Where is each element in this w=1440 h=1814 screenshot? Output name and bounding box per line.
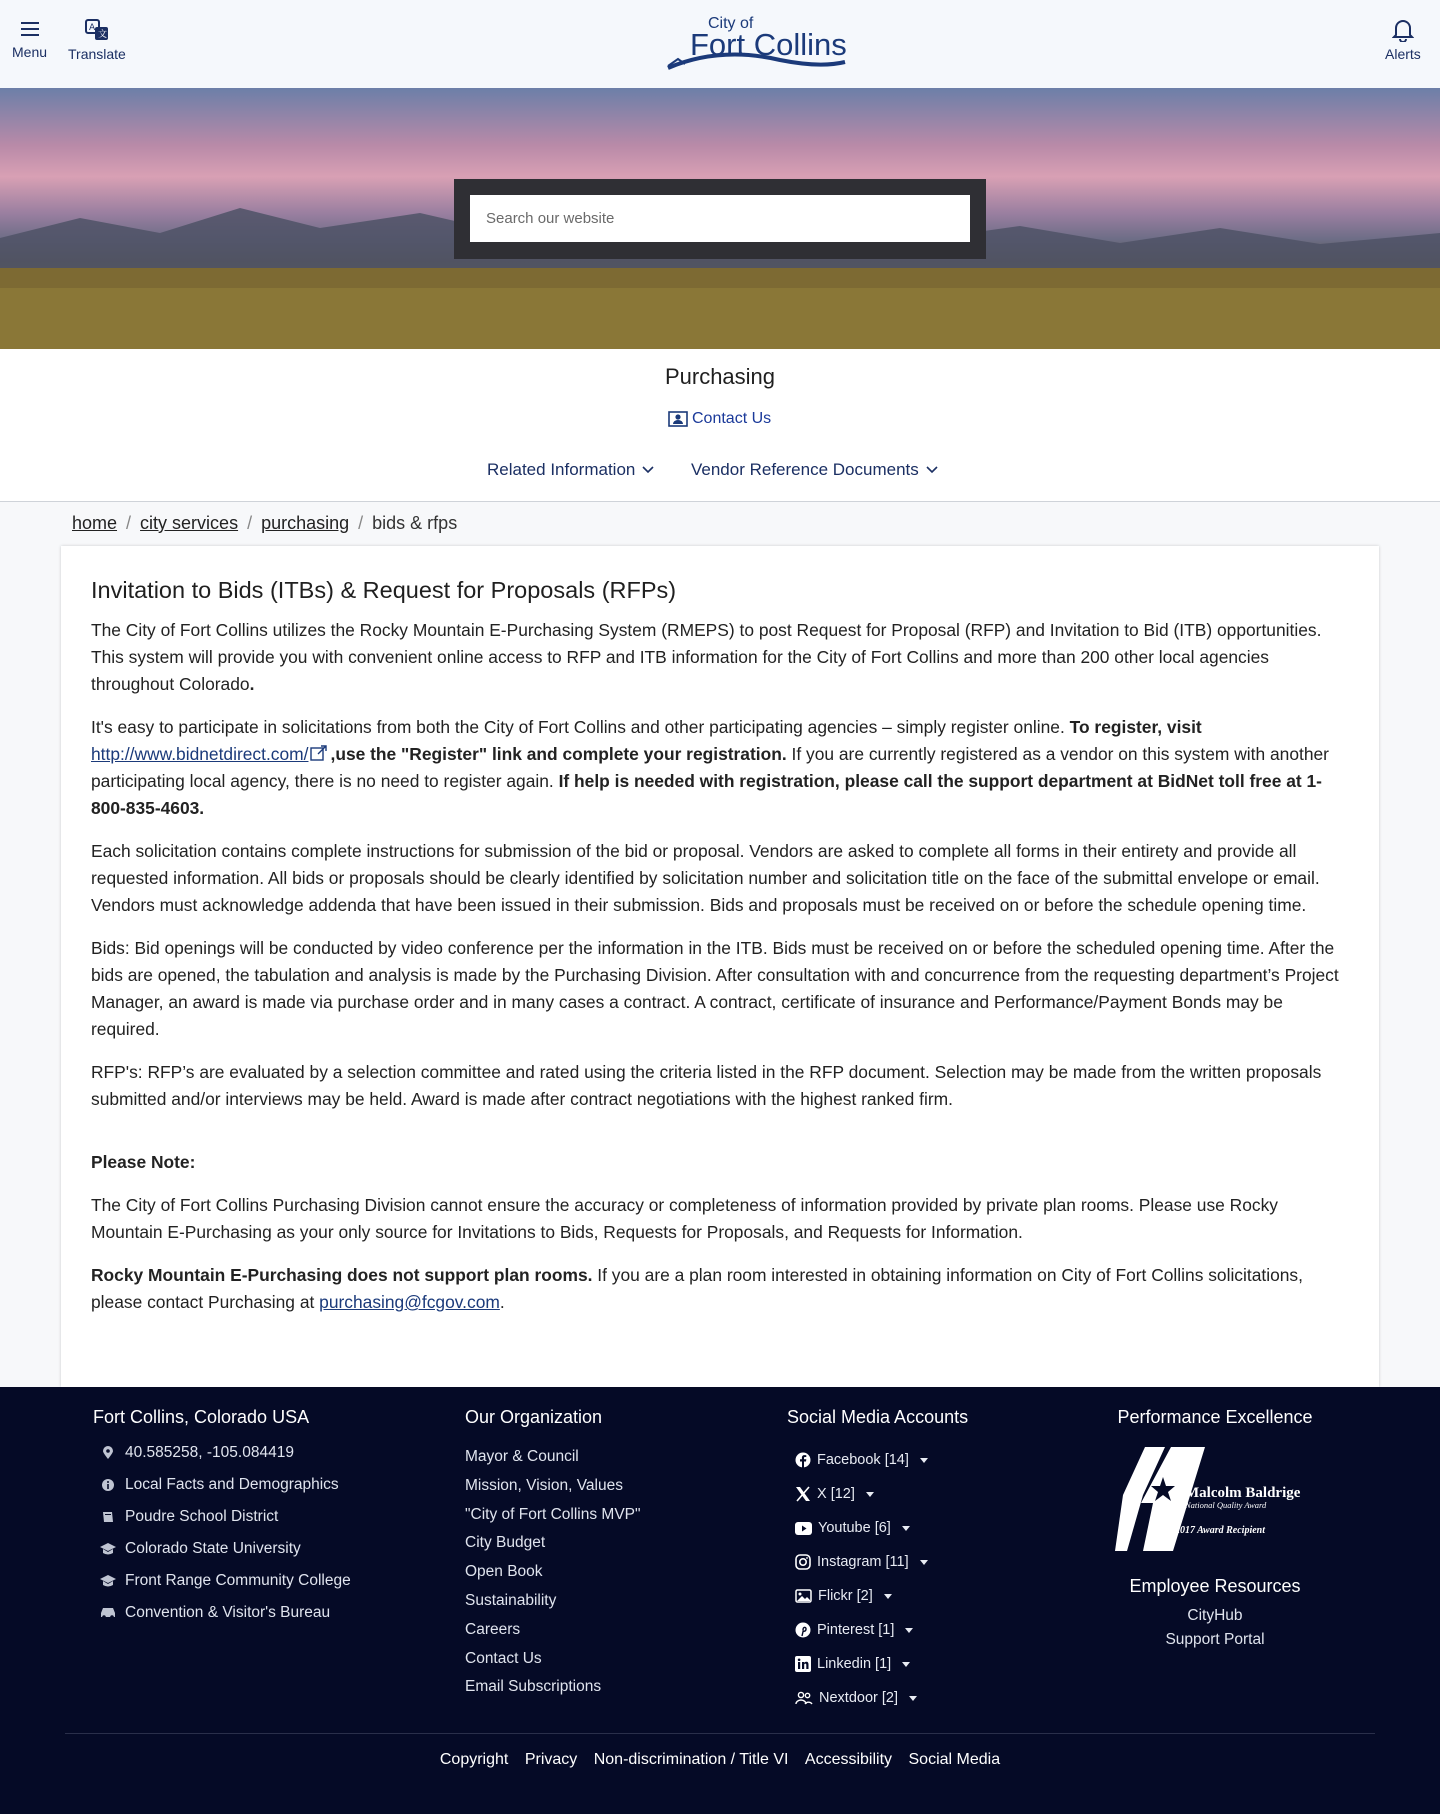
menu-label: Menu <box>12 44 48 60</box>
footer-link-mayor-council[interactable]: Mayor & Council <box>465 1448 579 1465</box>
alerts-button[interactable] <box>1385 18 1421 62</box>
footer-link-copyright[interactable]: Copyright <box>439 1751 509 1768</box>
footer-organization-heading: Our Organization <box>465 1407 603 1427</box>
instagram-icon <box>795 1554 811 1570</box>
bell-icon <box>1392 18 1414 42</box>
footer-link-accessibility[interactable]: Accessibility <box>804 1751 893 1768</box>
article-heading: Invitation to Bids (ITBs) & Request for Proposals (RFPs) <box>91 577 677 603</box>
svg-text:文: 文 <box>97 30 107 40</box>
breadcrumb-separator: / <box>247 513 253 533</box>
svg-text:A: A <box>88 23 96 33</box>
breadcrumb-purchasing[interactable]: purchasing <box>261 513 350 533</box>
page-title: Purchasing <box>664 364 776 389</box>
footer-school-district[interactable]: Poudre School District <box>91 1501 351 1533</box>
social-linkedin-dropdown[interactable]: Linkedin [1] <box>795 1647 928 1681</box>
vendor-reference-documents-dropdown[interactable] <box>691 460 939 480</box>
footer-divider <box>65 1733 1375 1734</box>
city-logo[interactable] <box>660 10 860 76</box>
social-pinterest-dropdown[interactable]: Pinterest [1] <box>795 1613 928 1647</box>
footer-social-heading: Social Media Accounts <box>787 1407 969 1427</box>
youtube-icon <box>795 1522 812 1535</box>
book-icon <box>101 1510 115 1524</box>
paragraph-intro: The City of Fort Collins utilizes the Rocky Mountain E-Purchasing System (RMEPS) to post Request for Proposal (RFP) and Invitation to Bid (ITB) opportunities. This system will provide you with convenient online access to RFP and ITB information for the City of Fort Collins and more than 200 other local agencies throughout Colorado. <box>91 620 1322 694</box>
footer-link-careers[interactable]: Careers <box>465 1620 521 1638</box>
graduation-cap-icon <box>99 1542 117 1556</box>
info-icon <box>101 1478 115 1492</box>
social-nextdoor-dropdown[interactable]: Nextdoor [2] <box>795 1681 928 1715</box>
bidnet-link[interactable]: http://www.bidnetdirect.com/ <box>91 744 309 764</box>
chevron-down-icon <box>641 465 655 475</box>
svg-text:Fort Collins: Fort Collins <box>690 27 847 62</box>
footer-location-heading: Fort Collins, Colorado USA <box>93 1407 310 1427</box>
footer-link-mission[interactable]: Mission, Vision, Values <box>465 1476 623 1494</box>
social-youtube-dropdown[interactable]: Youtube [6] <box>795 1511 928 1545</box>
footer-csu[interactable]: Colorado State University <box>91 1533 351 1565</box>
top-bar <box>0 0 1440 88</box>
footer-link-nondiscrimination[interactable]: Non-discrimination / Title VI <box>593 1751 789 1768</box>
footer-local-facts[interactable]: Local Facts and Demographics <box>91 1469 351 1501</box>
footer-employee-heading: Employee Resources <box>1129 1576 1301 1596</box>
social-instagram-dropdown[interactable]: Instagram [11] <box>795 1545 928 1579</box>
footer-link-budget[interactable]: City Budget <box>465 1534 546 1552</box>
spacer <box>91 1129 1341 1149</box>
breadcrumb-city-services[interactable]: city services <box>140 513 239 533</box>
footer-link-cityhub[interactable]: CityHub <box>1187 1607 1243 1624</box>
breadcrumb-home[interactable]: home <box>72 513 118 533</box>
footer-link-social-media[interactable]: Social Media <box>908 1751 1001 1768</box>
paragraph-plan-rooms: The City of Fort Collins Purchasing Division cannot ensure the accuracy or completeness of information provided by private plan rooms. Please use Rocky Mountain E-Purchasing as your only source for Invitations to Bids, Requests for Proposals, and Requests for Information. <box>91 1195 1278 1242</box>
contact-card-icon <box>668 411 688 427</box>
pinterest-icon <box>795 1622 811 1638</box>
footer-location-list <box>91 1437 351 1629</box>
translate-icon <box>84 18 110 42</box>
translate-label: Translate <box>68 46 126 62</box>
hamburger-icon <box>20 18 40 40</box>
footer-link-email-subscriptions[interactable]: Email Subscriptions <box>465 1678 602 1696</box>
alerts-label: Alerts <box>1385 46 1421 62</box>
footer-link-contact[interactable]: Contact Us <box>465 1649 542 1667</box>
note-heading: Please Note: <box>91 1152 196 1172</box>
purchasing-email-link[interactable]: purchasing@fcgov.com <box>319 1292 500 1312</box>
contact-us-link[interactable] <box>668 410 771 428</box>
svg-text:City of: City of <box>708 15 754 32</box>
footer-employee-links <box>1015 1604 1415 1652</box>
facebook-icon <box>795 1452 811 1468</box>
baldrige-year: 2017 Award Recipient <box>1175 1525 1265 1536</box>
related-information-dropdown[interactable] <box>487 460 655 480</box>
breadcrumb <box>72 513 457 534</box>
footer-link-privacy[interactable]: Privacy <box>524 1751 578 1768</box>
external-link-icon <box>310 744 328 762</box>
graduation-cap-icon <box>99 1574 117 1588</box>
footer-frcc[interactable]: Front Range Community College <box>91 1565 351 1597</box>
search-input[interactable] <box>470 195 970 242</box>
x-icon <box>795 1486 811 1502</box>
chevron-down-icon <box>925 465 939 475</box>
search-container <box>454 179 986 259</box>
breadcrumb-current: bids & rfps <box>372 513 458 533</box>
paragraph-bids: Bids: Bid openings will be conducted by video conference per the information in the ITB. Bids must be received on or before the scheduled opening time. After the bids are opened, the tabulation and analysis is made by the Purchasing Division. After consultation with and concurrence from the requesting department’s Project Manager, an award is made via purchase order and in many cases a contract. A contract, certificate of insurance and Performance/Payment Bonds may be required. <box>91 938 1339 1039</box>
footer-link-sustainability[interactable]: Sustainability <box>465 1591 557 1609</box>
footer-coordinates[interactable]: 40.585258, -105.084419 <box>91 1437 351 1469</box>
footer-bottom-links <box>0 1751 1440 1769</box>
linkedin-icon <box>795 1656 811 1672</box>
translate-button[interactable] <box>68 18 126 62</box>
baldrige-subtitle: National Quality Award <box>1185 1500 1267 1510</box>
flickr-icon <box>795 1589 812 1603</box>
vendor-reference-documents-label: Vendor Reference Documents <box>691 460 919 479</box>
footer-link-mvp[interactable]: "City of Fort Collins MVP" <box>465 1505 641 1523</box>
contact-us-label: Contact Us <box>692 410 772 427</box>
paragraph-rfps: RFP's: RFP’s are evaluated by a selection committee and rated using the criteria listed in the RFP document. Selection may be made from the written proposals submitted and/or interviews may be held. Award is made after contract negotiations with the highest ranked firm. <box>91 1062 1322 1109</box>
hero-banner <box>0 88 1440 349</box>
baldrige-title: Malcolm Baldrige <box>1185 1485 1301 1501</box>
social-facebook-dropdown[interactable]: Facebook [14] <box>795 1443 928 1477</box>
social-x-dropdown[interactable]: X [12] <box>795 1477 928 1511</box>
breadcrumb-separator: / <box>126 513 132 533</box>
paragraph-contact-purchasing: Rocky Mountain E-Purchasing does not support plan rooms. If you are a plan room interested in obtaining information on City of Fort Collins solicitations, please contact Purchasing at purchasing@fcgov.com. <box>91 1265 1303 1312</box>
footer-visitors-bureau[interactable]: Convention & Visitor's Bureau <box>91 1597 351 1629</box>
footer-organization-list <box>465 1443 641 1702</box>
footer-social-list <box>795 1443 928 1715</box>
menu-button[interactable] <box>12 18 47 60</box>
nextdoor-icon <box>795 1691 813 1705</box>
related-information-label: Related Information <box>487 460 636 479</box>
footer-link-support-portal[interactable]: Support Portal <box>1165 1631 1265 1648</box>
baldrige-award-logo[interactable] <box>1115 1443 1315 1553</box>
social-flickr-dropdown[interactable]: Flickr [2] <box>795 1579 928 1613</box>
map-pin-icon <box>102 1446 114 1460</box>
article-content <box>91 573 1341 1332</box>
breadcrumb-separator: / <box>358 513 364 533</box>
car-icon <box>99 1606 117 1620</box>
paragraph-instructions: Each solicitation contains complete instructions for submission of the bid or proposal. Vendors are asked to complete all forms in their entirety and provide all requested information. All bids or proposals should be clearly identified by solicitation number and solicitation title on the face of the submittal envelope or email. Vendors must acknowledge addenda that have been issued in their submission. Bids and proposals must be received on or before the schedule opening time. <box>91 841 1320 915</box>
paragraph-register: It's easy to participate in solicitations from both the City of Fort Collins and other participating agencies – simply register online. To register, visit http://www.bidnetdirect.com/ ,use the "Register" link and complete your registration. If you are currently registered as a vendor on this system with another participating local agency, there is no need to register again. If help is needed with registration, please call the support department at BidNet toll free at 1-800-835-4603. <box>91 717 1329 818</box>
footer-performance-heading: Performance Excellence <box>1117 1407 1313 1427</box>
footer-link-open-book[interactable]: Open Book <box>465 1563 543 1581</box>
